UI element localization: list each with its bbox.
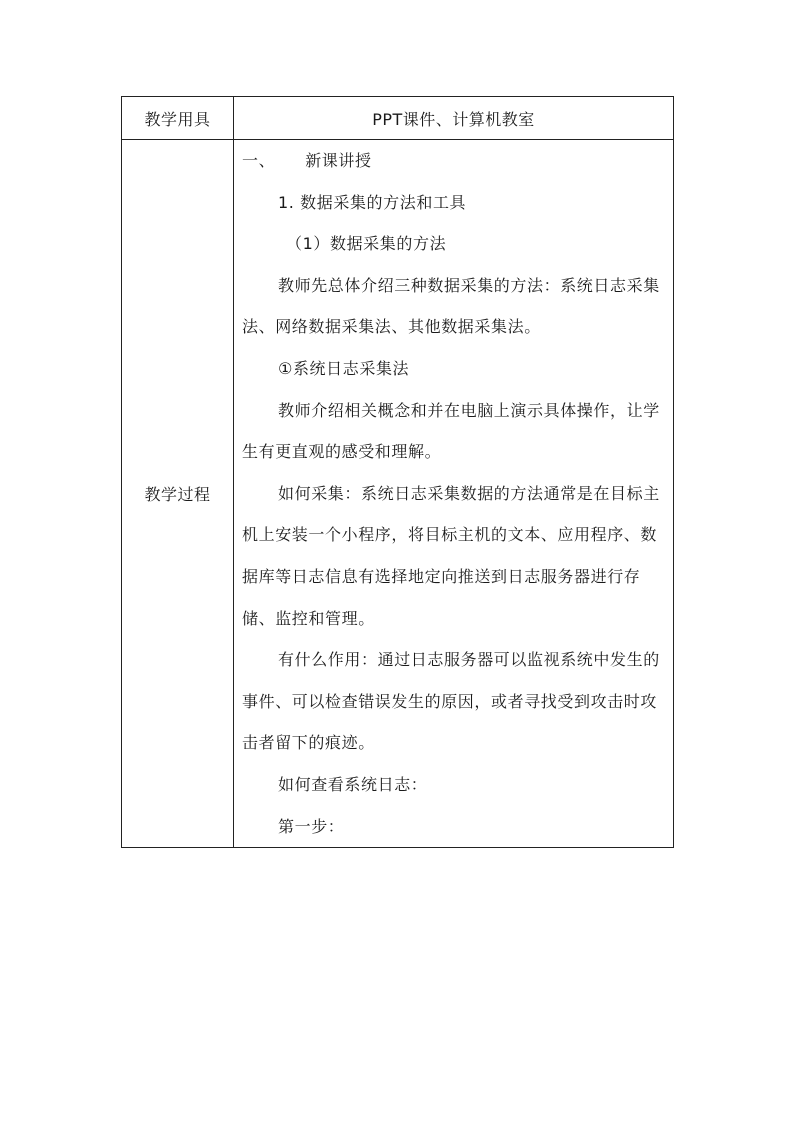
subsection-title: 1. 数据采集的方法和工具 xyxy=(278,192,467,212)
lesson-plan-table xyxy=(121,96,674,848)
teaching-tools-row xyxy=(122,97,674,140)
teaching-process-label: 教学过程 xyxy=(122,140,234,848)
teaching-tools-label: 教学用具 xyxy=(122,97,234,140)
paragraph-intro: 教师先总体介绍三种数据采集的方法：系统日志采集法、网络数据采集法、其他数据采集法。 xyxy=(242,275,660,337)
method-title: ①系统日志采集法 xyxy=(278,358,410,378)
paragraph-demo: 教师介绍相关概念和并在电脑上演示具体操作，让学生有更直观的感受和理解。 xyxy=(242,400,660,462)
paragraph-how-collect: 如何采集：系统日志采集数据的方法通常是在目标主机上安装一个小程序，将目标主机的文本、应用程序、数据库等日志信息有选择地定向推送到日志服务器进行存储、监控和管理。 xyxy=(242,483,660,628)
section-heading-text: 新课讲授 xyxy=(305,151,372,170)
paragraph-how-view: 如何查看系统日志： xyxy=(278,774,428,794)
section-heading-number: 一、 xyxy=(242,151,276,170)
teaching-process-content xyxy=(234,140,674,848)
teaching-tools-value: PPT课件、计算机教室 xyxy=(234,97,674,140)
section-heading xyxy=(242,140,669,182)
paragraph-purpose: 有什么作用：通过日志服务器可以监视系统中发生的事件、可以检查错误发生的原因，或者寻找受到攻击时攻击者留下的痕迹。 xyxy=(242,650,660,753)
paragraph-step-one: 第一步： xyxy=(278,816,345,836)
sub-subsection-title: （1）数据采集的方法 xyxy=(286,234,447,254)
teaching-process-row xyxy=(122,140,674,848)
